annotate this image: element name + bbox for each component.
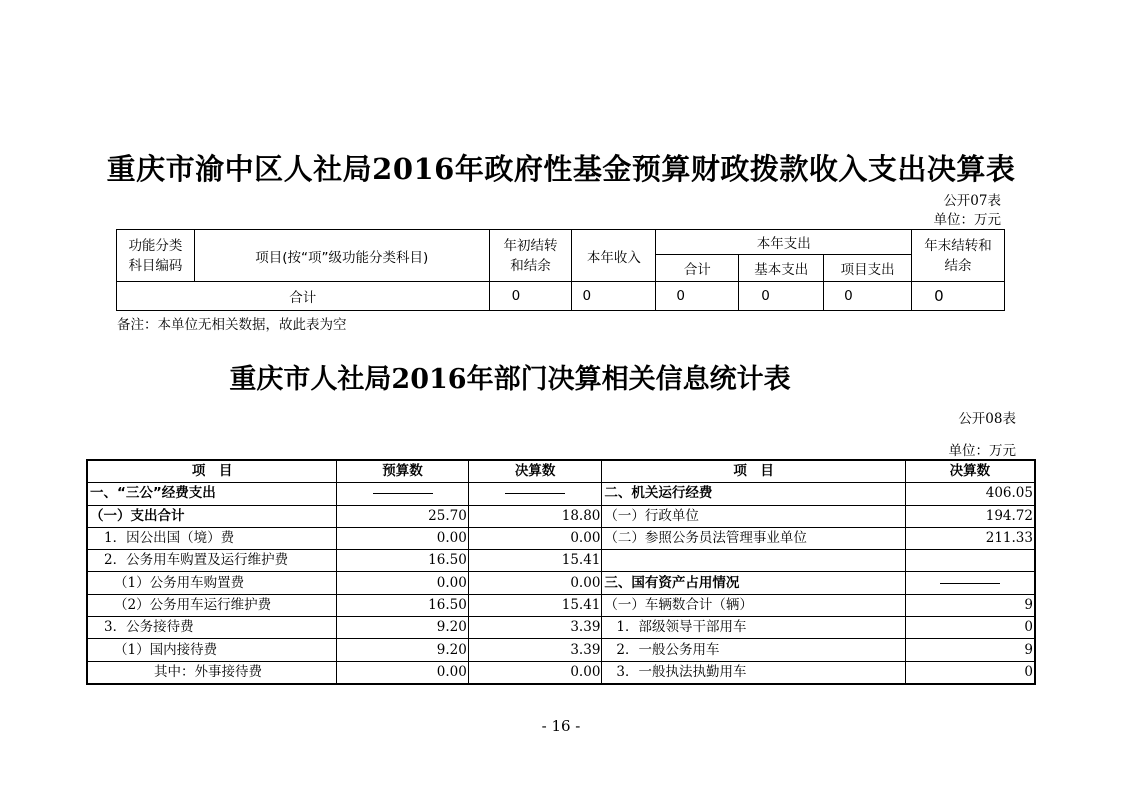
row-right-final: 211.33 bbox=[905, 527, 1035, 549]
row-left-label: 1．因公出国（境）费 bbox=[87, 527, 337, 549]
row-left-label: （1）国内接待费 bbox=[87, 639, 337, 661]
total-income: 0 bbox=[572, 282, 656, 311]
table2 bbox=[86, 459, 1036, 685]
header-income: 本年收入 bbox=[572, 230, 656, 282]
dash-mark bbox=[505, 493, 565, 494]
header-expense-project: 项目支出 bbox=[824, 255, 912, 282]
row-right-label bbox=[602, 550, 905, 572]
table2-unit: 单位：万元 bbox=[948, 443, 1016, 459]
row-final: 0.00 bbox=[468, 527, 602, 549]
total-label: 合计 bbox=[117, 282, 490, 311]
header-expense-group: 本年支出 bbox=[656, 230, 912, 255]
row-budget: 9.20 bbox=[337, 639, 469, 661]
table-row bbox=[87, 527, 1035, 549]
table-row bbox=[87, 550, 1035, 572]
total-end-balance: 0 bbox=[912, 282, 1005, 311]
row-right-label: （一）车辆数合计（辆） bbox=[602, 594, 905, 616]
table-row bbox=[87, 483, 1035, 505]
header-end-balance: 年末结转和结余 bbox=[912, 230, 1005, 282]
row-right-final: 9 bbox=[905, 639, 1035, 661]
row-right-final: 9 bbox=[905, 594, 1035, 616]
row-left-label: 其中：外事接待费 bbox=[87, 661, 337, 684]
row-left-label: （2）公务用车运行维护费 bbox=[87, 594, 337, 616]
header-budget: 预算数 bbox=[337, 460, 469, 483]
header-item-left: 项 目 bbox=[87, 460, 337, 483]
row-left-label: （一）支出合计 bbox=[87, 505, 337, 527]
table-row bbox=[87, 639, 1035, 661]
row-right-label: 二、机关运行经费 bbox=[602, 483, 905, 505]
row-right-final: 0 bbox=[905, 617, 1035, 639]
total-expense-basic: 0 bbox=[739, 282, 824, 311]
row-budget: 25.70 bbox=[337, 505, 469, 527]
row-right-label: 3．一般执法执勤用车 bbox=[602, 661, 905, 684]
row-right-final bbox=[905, 550, 1035, 572]
table2-code: 公开08表 bbox=[958, 411, 1016, 427]
row-right-label: （二）参照公务员法管理事业单位 bbox=[602, 527, 905, 549]
header-final-right: 决算数 bbox=[905, 460, 1035, 483]
header-begin-balance: 年初结转和结余 bbox=[489, 230, 572, 282]
row-budget: 0.00 bbox=[337, 572, 469, 594]
row-budget: 16.50 bbox=[337, 550, 469, 572]
row-final: 15.41 bbox=[468, 550, 602, 572]
table2-title: 重庆市人社局2016年部门决算相关信息统计表 bbox=[229, 364, 791, 395]
header-func-code: 功能分类科目编码 bbox=[117, 230, 195, 282]
table-row bbox=[117, 282, 1005, 311]
row-left-label: （1）公务用车购置费 bbox=[87, 572, 337, 594]
row-right-final: 406.05 bbox=[905, 483, 1035, 505]
row-right-label: 三、国有资产占用情况 bbox=[602, 572, 905, 594]
row-budget bbox=[337, 483, 469, 505]
table-row bbox=[87, 661, 1035, 684]
row-final: 0.00 bbox=[468, 661, 602, 684]
row-left-label: 一、“三公”经费支出 bbox=[87, 483, 337, 505]
row-budget: 16.50 bbox=[337, 594, 469, 616]
table-row bbox=[87, 505, 1035, 527]
header-expense-total: 合计 bbox=[656, 255, 739, 282]
total-expense-project: 0 bbox=[824, 282, 912, 311]
row-right-final: 194.72 bbox=[905, 505, 1035, 527]
row-final: 18.80 bbox=[468, 505, 602, 527]
table1-note: 备注：本单位无相关数据，故此表为空 bbox=[117, 317, 347, 333]
table1-unit: 单位：万元 bbox=[933, 212, 1001, 228]
total-begin-balance: 0 bbox=[489, 282, 572, 311]
row-budget: 9.20 bbox=[337, 617, 469, 639]
table1-code: 公开07表 bbox=[943, 193, 1001, 209]
row-final: 0.00 bbox=[468, 572, 602, 594]
row-budget: 0.00 bbox=[337, 661, 469, 684]
table1 bbox=[116, 229, 1005, 311]
row-final: 15.41 bbox=[468, 594, 602, 616]
table-row bbox=[87, 594, 1035, 616]
row-right-label: （一）行政单位 bbox=[602, 505, 905, 527]
header-item-right: 项 目 bbox=[602, 460, 905, 483]
row-left-label: 3．公务接待费 bbox=[87, 617, 337, 639]
page-number: - 16 - bbox=[541, 717, 581, 735]
row-final: 3.39 bbox=[468, 617, 602, 639]
dash-mark bbox=[940, 583, 1000, 584]
header-final-left: 决算数 bbox=[468, 460, 602, 483]
header-item: 项目(按“项”级功能分类科目) bbox=[194, 230, 489, 282]
table1-title: 重庆市渝中区人社局2016年政府性基金预算财政拨款收入支出决算表 bbox=[106, 152, 1016, 186]
row-right-label: 2．一般公务用车 bbox=[602, 639, 905, 661]
table-row bbox=[87, 617, 1035, 639]
row-left-label: 2．公务用车购置及运行维护费 bbox=[87, 550, 337, 572]
dash-mark bbox=[373, 493, 433, 494]
row-budget: 0.00 bbox=[337, 527, 469, 549]
table-row bbox=[87, 572, 1035, 594]
row-final bbox=[468, 483, 602, 505]
row-right-final: 0 bbox=[905, 661, 1035, 684]
row-right-final bbox=[905, 572, 1035, 594]
total-expense-total: 0 bbox=[656, 282, 739, 311]
row-final: 3.39 bbox=[468, 639, 602, 661]
row-right-label: 1．部级领导干部用车 bbox=[602, 617, 905, 639]
header-expense-basic: 基本支出 bbox=[739, 255, 824, 282]
